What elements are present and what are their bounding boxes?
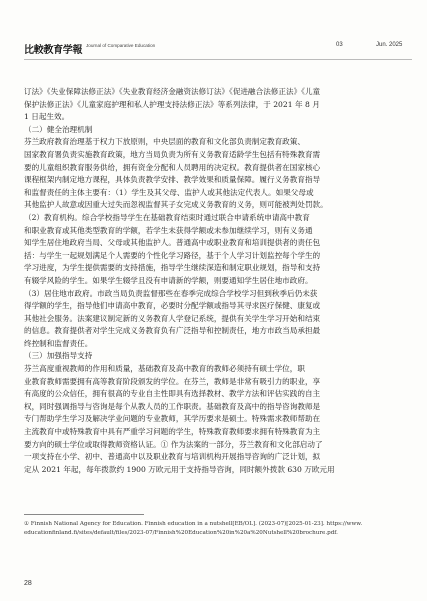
body-line: 保护法修正法》《儿童家庭护理和私人护理支持法修正法》等系列法律，于 2021 年 8 月 <box>24 99 320 109</box>
body-line: 知学生居住地政府当局、父母或其他监护人。普通高中或职业教育和培训提供者的责任包 <box>24 238 321 248</box>
body-line: 定从 2021 年起，每年拨款约 1900 万欧元用于支持指导咨询，同时额外拨款 630 万欧元用 <box>24 464 335 474</box>
footnote-line: ① Finnish National Agency for Education. Finnish education in a nutshell[EB/OL]. (2023-07)[2025-01-23]. https://www. <box>24 521 363 527</box>
issue-number: 03 <box>336 42 343 48</box>
body-line: 国家教育署负责实施教育政策，地方当局负责为所有义务教育适龄学生包括有特殊教育需 <box>24 149 321 159</box>
article-body <box>24 86 406 476</box>
body-line: 权，同时强调指导与咨询是每个从教人员的工作职责。基础教育及高中的指导咨询教师是 <box>24 401 321 411</box>
body-line: 专门帮助学生学习及解决学业问题的专业教师，其学历要求是硕士。特殊需求教师帮助在 <box>24 414 321 424</box>
body-line: 其他监护人故意或因重大过失而忽视监督其子女完成义务教育的义务，则可能被判处罚款。 <box>24 200 328 210</box>
body-line: 得学额的学生，指导他们申请高中教育，必要时分配学额或指导其寻求医疗保健、康复或 <box>24 301 321 311</box>
body-line: 1 日起生效。 <box>24 112 70 122</box>
body-line: 要方向的硕士学位或取得教师资格认证。① 作为法案的一部分，芬兰教育和文化部启动了 <box>24 439 323 449</box>
body-line: 要的儿童组织教育服务供给，拥有资金分配和人员聘用的决定权。教育提供者在国家核心 <box>24 162 321 172</box>
body-line: （3）居住地市政府。市政当局负责监督那些在春季完成综合学校学习但到秋季后仍未获 <box>24 288 318 298</box>
body-line: 学习进度，为学生提供需要的支持措施，指导学生继续深造和制定职业规划，指导和支持 <box>24 263 321 273</box>
body-line: 括：与学生一起规划满足个人需要的个性化学习路径，基于个人学习计划监控每个学生的 <box>24 250 321 260</box>
body-line: 芬兰政府教育治理基于权力下放原则，中央层面的教育和文化部负责制定教育政策、 <box>24 137 305 147</box>
body-line: 和职业教育或其他类型教育的学额，若学生未获得学额或未参加继续学习，则有义务通 <box>24 225 313 235</box>
body-line: 和监督责任的主体主要有：（1）学生及其父母、监护人或其他法定代表人。如果父母或 <box>24 187 314 197</box>
footnote-divider <box>24 514 144 515</box>
header-divider <box>24 59 412 60</box>
body-line: 的信息。教育提供者对学生完成义务教育负有广泛指导和控制责任，地方市政当局承担最 <box>24 326 321 336</box>
running-header <box>24 41 412 57</box>
body-line: 终控制和监督责任。 <box>24 338 93 348</box>
body-line: 课程框架内制定地方课程，具体负责教学安排、教学效果和质量保障。履行义务教育指导 <box>24 175 321 185</box>
body-line: 有辍学风险的学生。如果学生辍学且没有申请新的学额，则要通知学生居住地市政府。 <box>24 275 313 285</box>
footnote-line: educationfinland.fi/sites/default/files/2023-07/Finnish%20Education%20in%20a%20Nutshell%20brochure.pdf. <box>24 530 338 536</box>
journal-logo: 比較教育学報 <box>24 45 83 56</box>
body-line: 主流教育中或特殊教育中具有严重学习问题的学生，特殊教育教师要求拥有特殊教育为主 <box>24 427 321 437</box>
body-line: （二）健全治理机制 <box>24 124 93 134</box>
body-line: 业教育教师需要拥有高等教育阶段颁发的学位。在芬兰，教师是非常有吸引力的职业，享 <box>24 376 321 386</box>
page-number: 28 <box>24 580 32 587</box>
body-line: 其他社会服务。法案建议制定新的义务教育人学登记系统，提供有关学生学习开始和结束 <box>24 313 321 323</box>
footnote <box>24 520 406 538</box>
journal-name: Journal of Comparative Education <box>86 43 156 48</box>
body-line: 一项支持在小学、初中、普通高中以及职业教育与培训机构开展指导咨询的广泛计划，拟 <box>24 452 321 462</box>
body-line: 有高度的公众信任，拥有很高的专业自主性即具有选择教材、教学方法和评估实践的自主 <box>24 389 321 399</box>
body-line: （三）加强指导支持 <box>24 351 93 361</box>
body-line: 订法》《失业保障法修正法》《失业教育经济金融资法修订法》《促进融合法修正法》《儿童 <box>24 87 321 96</box>
body-line: 芬兰高度重视教师的作用和质量，基础教育及高中教育的教师必须持有硕士学位，职 <box>24 364 305 374</box>
issue-date: Jun. 2025 <box>376 42 403 48</box>
body-line: （2）教育机构。综合学校指导学生在基础教育结束时通过联合申请系统申请高中教育 <box>24 212 310 222</box>
